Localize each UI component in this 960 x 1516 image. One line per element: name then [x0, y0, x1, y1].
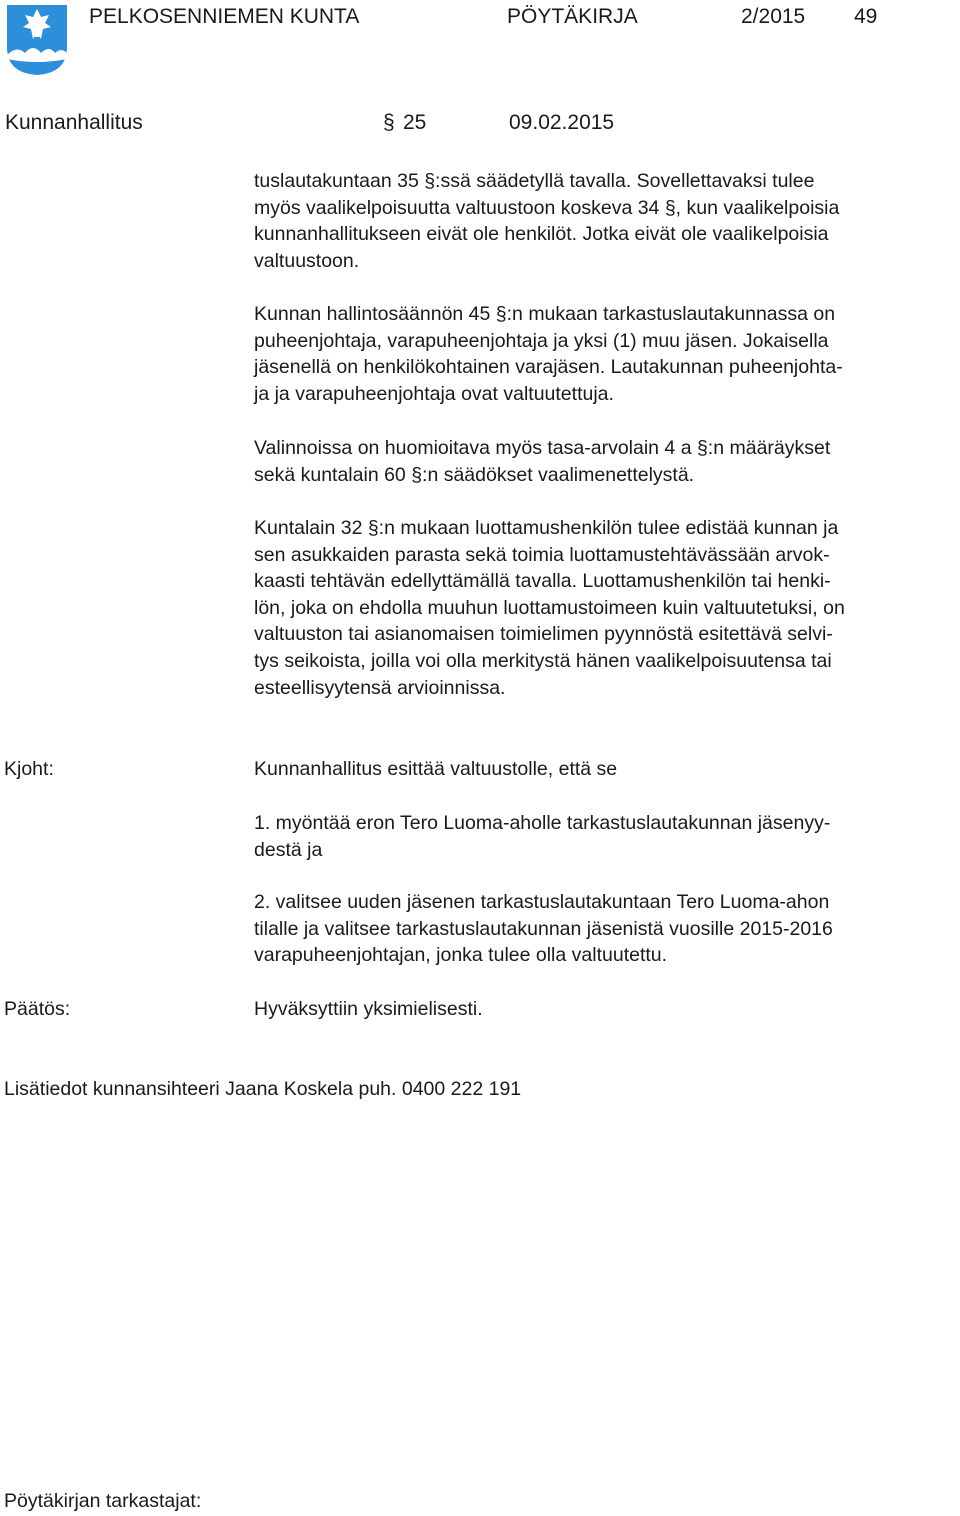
meeting-date: 09.02.2015	[509, 111, 615, 134]
proposal-label: Kjoht:	[4, 758, 54, 780]
body-paragraph-4: Kuntalain 32 §:n mukaan luottamushenkilön tulee edistää kunnan ja sen asukkaiden parasta sekä toimia luottamustehtävässään arvok- kaasti tehtävän edellyttämällä tavalla. Luottamushenkilön tai henki- lön, joka on ehdolla muuhun luottamustoimeen kuin valtuutetuksi, on valtuuston tai asianomaisen toimielimen pyynnöstä esitettävä selvi- tys seikoista, joilla voi olla merkitystä hänen vaalikelpoisuutensa tai esteellisyytensä arvioinnissa.	[254, 517, 845, 699]
body-paragraph-1: tuslautakuntaan 35 §:ssä säädetyllä tavalla. Sovellettavaksi tulee myös vaalikelpoisuutta valtuustoon koskeva 34 §, kun vaalikelpoisia kunnanhallitukseen eivät ole henkilöt. Jotka eivät ole vaalikelpoisia valtuustoon.	[254, 170, 840, 272]
body-paragraph-3: Valinnoissa on huomioitava myös tasa-arvolain 4 a §:n määräykset sekä kuntalain 60 §:n säädökset vaalimenettelystä.	[254, 437, 831, 486]
body-paragraph-2: Kunnan hallintosäännön 45 §:n mukaan tarkastuslautakunnassa on puheenjohtaja, varapuheenjohtaja ja yksi (1) muu jäsen. Jokaisella jäsenellä on henkilökohtainen varajäsen. Lautakunnan puheenjohta- ja ja varapuheenjohtaja ovat valtuutettuja.	[254, 303, 843, 405]
proposal-intro: Kunnanhallitus esittää valtuustolle, että se	[254, 758, 618, 780]
municipal-coat-of-arms-icon	[5, 3, 69, 77]
decision-label: Päätös:	[4, 998, 71, 1020]
decision-text: Hyväksyttiin yksimielisesti.	[254, 998, 483, 1020]
meeting-body: Kunnanhallitus	[5, 111, 143, 134]
proposal-item-2: 2. valitsee uuden jäsenen tarkastuslautakuntaan Tero Luoma-ahon tilalle ja valitsee tarkastuslautakunnan jäsenistä vuosille 2015-2016 varapuheenjohtajan, jonka tulee olla valtuutettu.	[254, 891, 833, 967]
section-sign: §	[383, 111, 395, 134]
reviewers-label: Pöytäkirjan tarkastajat:	[4, 1490, 202, 1512]
proposal-item-1: 1. myöntää eron Tero Luoma-aholle tarkastuslautakunnan jäsenyy- destä ja	[254, 812, 831, 861]
municipality-name: PELKOSENNIEMEN KUNTA	[89, 5, 360, 28]
section-number: 25	[403, 111, 427, 134]
document-type: PÖYTÄKIRJA	[507, 5, 638, 28]
document-number: 2/2015	[741, 5, 806, 28]
page-number: 49	[854, 5, 878, 28]
contact-info: Lisätiedot kunnansihteeri Jaana Koskela puh. 0400 222 191	[4, 1078, 522, 1100]
